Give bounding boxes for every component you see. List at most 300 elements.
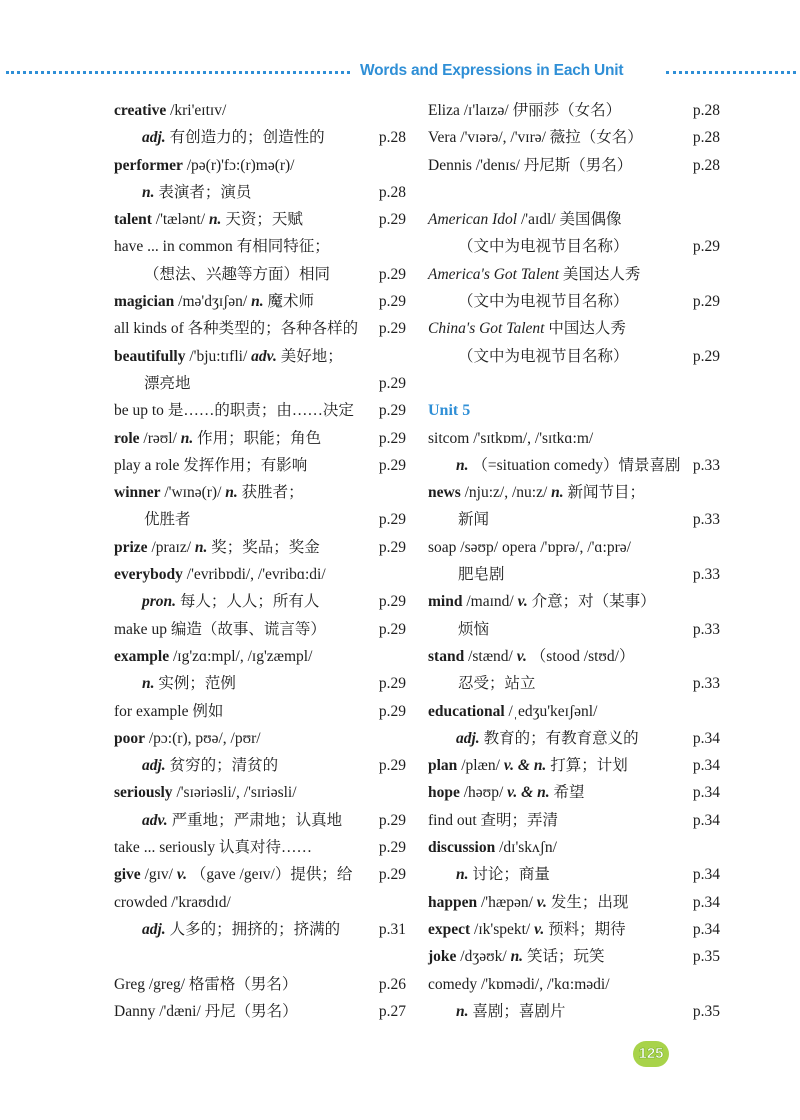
definition: 丹尼斯（男名）: [523, 156, 633, 174]
part-of-speech: adj.: [456, 729, 480, 747]
definition: 新闻: [458, 511, 490, 529]
part-of-speech: n.: [180, 429, 194, 447]
part-of-speech: n.: [194, 538, 208, 556]
definition: 各种类型的；各种各样的: [187, 320, 359, 338]
line-text: [142, 807, 342, 834]
line-text: [428, 971, 610, 998]
page-reference: p.35: [692, 1002, 720, 1020]
line-text: [114, 616, 326, 643]
part-of-speech: n.: [225, 484, 238, 502]
spacer: [428, 370, 720, 397]
page-reference: p.28: [692, 156, 720, 174]
phonetic: /'aɪdl/: [520, 211, 556, 229]
definition: （gave /geɪv/）提供；给: [190, 866, 353, 884]
phonetic: /kri'eɪtɪv/: [170, 102, 227, 119]
vocab-line: [114, 752, 406, 779]
vocab-line: [114, 670, 406, 697]
page-reference: p.29: [378, 675, 406, 693]
vocab-line: [428, 206, 720, 233]
headword: creative: [114, 102, 167, 119]
line-text: [428, 534, 631, 561]
headword: Vera: [428, 129, 457, 147]
part-of-speech: v.: [536, 893, 547, 911]
definition: 预料；期待: [548, 920, 626, 938]
vocab-line: [114, 534, 406, 561]
line-text: [144, 370, 191, 397]
vocab-line: [428, 834, 720, 861]
line-text: [428, 261, 640, 288]
vocab-line: [428, 343, 720, 370]
vocab-line: [428, 261, 720, 288]
vocab-line: [428, 943, 720, 970]
line-text: [114, 834, 312, 861]
phonetic: /'evribɒdi/, /'evribɑ:di/: [186, 566, 326, 584]
definition: 喜剧；喜剧片: [472, 1002, 566, 1020]
headword: plan: [428, 757, 458, 775]
page-reference: p.29: [378, 839, 406, 857]
line-text: [114, 998, 298, 1025]
line-text: [428, 643, 634, 670]
vocab-line: [114, 861, 406, 888]
line-text: [428, 588, 656, 615]
part-of-speech: v. & n.: [507, 784, 550, 802]
part-of-speech: adj.: [142, 920, 166, 938]
line-text: [428, 152, 632, 179]
page-header: [0, 58, 800, 86]
definition: 是……的职责；由……决定: [167, 402, 354, 420]
line-text: [428, 206, 622, 233]
vocab-line: [114, 916, 406, 943]
vocab-line: [428, 670, 720, 697]
line-text: [114, 561, 326, 588]
vocab-line: [428, 315, 720, 342]
headword: poor: [114, 729, 145, 747]
part-of-speech: n.: [142, 183, 155, 201]
phrase: take ... seriously: [114, 839, 216, 857]
page-reference: p.29: [378, 374, 406, 392]
vocab-line: [428, 479, 720, 506]
line-text: [458, 670, 536, 697]
line-text: [114, 698, 223, 725]
vocab-line: [428, 752, 720, 779]
page-number: 125: [638, 1045, 664, 1062]
headword: soap: [428, 538, 457, 556]
headword: winner: [114, 484, 161, 502]
definition: 作用；职能；角色: [197, 429, 322, 447]
part-of-speech: n.: [456, 456, 469, 474]
headword: beautifully: [114, 347, 186, 365]
definition: 人多的；拥挤的；挤满的: [169, 920, 341, 938]
definition: 格雷格（男名）: [188, 975, 298, 993]
line-text: [428, 807, 558, 834]
definition: 奖；奖品；奖金: [211, 538, 320, 556]
vocab-line: [114, 261, 406, 288]
vocab-line: [428, 152, 720, 179]
line-text: [142, 916, 340, 943]
page-reference: p.29: [378, 402, 406, 420]
part-of-speech: v. & n.: [503, 757, 547, 775]
definition: 编造（故事、谎言等）: [170, 620, 326, 638]
part-of-speech: n.: [208, 211, 222, 229]
page-reference: p.29: [378, 866, 406, 884]
phonetic: /greg/: [148, 975, 186, 993]
line-text: [142, 588, 319, 615]
right-column: [428, 97, 720, 1025]
definition: 严重地；严肃地；认真地: [171, 811, 343, 829]
line-text: [428, 315, 626, 342]
headword: comedy: [428, 975, 478, 993]
headword: crowded: [114, 893, 168, 911]
vocab-line: [428, 889, 720, 916]
headword: hope: [428, 784, 460, 802]
headword: talent: [114, 211, 152, 229]
vocab-line: [114, 152, 406, 179]
definition: 希望: [553, 784, 585, 802]
headword: discussion: [428, 839, 496, 857]
line-text: [114, 452, 307, 479]
part-of-speech: v.: [517, 593, 528, 611]
definition: 忍受；站立: [458, 675, 536, 693]
definition: （想法、兴趣等方面）相同: [144, 265, 331, 283]
headword: Greg: [114, 975, 145, 993]
line-text: [114, 152, 295, 179]
page-reference: p.33: [692, 566, 720, 584]
phonetic: /'hæpən/: [481, 893, 533, 911]
definition: （=situation comedy）情景喜剧: [472, 456, 681, 474]
definition: 有创造力的；创造性的: [169, 129, 325, 147]
part-of-speech: adv.: [251, 347, 277, 365]
line-text: [142, 124, 325, 151]
vocab-line: [114, 452, 406, 479]
phonetic: /'kraʊdɪd/: [171, 893, 231, 911]
page-reference: p.27: [378, 1002, 406, 1020]
phonetic: /'dæni/: [159, 1002, 201, 1020]
part-of-speech: n.: [551, 484, 564, 502]
line-text: [428, 124, 643, 151]
vocab-line: [428, 452, 720, 479]
part-of-speech: n.: [142, 675, 155, 693]
vocab-line: [428, 506, 720, 533]
headword: mind: [428, 593, 463, 611]
headword: sitcom: [428, 429, 470, 447]
line-text: [114, 534, 320, 561]
page-reference: p.29: [378, 811, 406, 829]
headword: Danny: [114, 1002, 156, 1020]
part-of-speech: n.: [456, 866, 469, 884]
vocab-line: [114, 998, 406, 1025]
phonetic: /'wɪnə(r)/: [164, 484, 222, 502]
definition: 贫穷的；清贫的: [169, 757, 279, 775]
line-text: [428, 479, 645, 506]
line-text: [114, 971, 297, 998]
definition: （stood /stʊd/）: [530, 647, 635, 665]
line-text: [458, 561, 505, 588]
vocab-line: [428, 124, 720, 151]
vocab-line: [114, 834, 406, 861]
page-reference: p.28: [378, 183, 406, 201]
definition: 美国达人秀: [562, 265, 641, 283]
page-reference: p.29: [378, 320, 406, 338]
phonetic: /'bju:tɪfli/: [189, 347, 248, 365]
definition: 表演者；演员: [158, 183, 252, 201]
vocab-line: [114, 643, 406, 670]
phonetic: /pə(r)'fɔ:(r)mə(r)/: [186, 156, 295, 174]
vocab-line: [114, 889, 406, 916]
definition: 中国达人秀: [548, 320, 626, 338]
line-text: [114, 206, 303, 233]
page-reference: p.28: [378, 129, 406, 147]
headword: stand: [428, 647, 465, 665]
page-reference: p.29: [692, 238, 720, 256]
part-of-speech: pron.: [142, 593, 177, 611]
unit-heading: Unit 5: [428, 402, 471, 420]
phrase: be up to: [114, 402, 164, 420]
page-reference: p.28: [692, 129, 720, 147]
vocab-line: [114, 616, 406, 643]
line-text: [456, 452, 680, 479]
line-text: [428, 834, 557, 861]
definition: 例如: [192, 702, 224, 720]
definition: 美好地；: [280, 347, 343, 365]
vocab-line: [428, 725, 720, 752]
definition: 美国偶像: [559, 211, 622, 229]
part-of-speech: v.: [176, 866, 188, 884]
line-text: [428, 779, 585, 806]
part-of-speech: n.: [456, 1002, 469, 1020]
phrase: make up: [114, 620, 167, 638]
definition: 笑话；玩笑: [526, 948, 605, 966]
line-text: [428, 916, 626, 943]
vocab-line: [428, 807, 720, 834]
headword: seriously: [114, 784, 173, 802]
line-text: [142, 670, 236, 697]
line-text: [428, 97, 621, 124]
vocab-line: [114, 206, 406, 233]
definition: 介意；对（某事）: [531, 593, 656, 611]
show-title: America's Got Talent: [428, 265, 560, 283]
page-reference: p.34: [692, 866, 720, 884]
phonetic: /həʊp/: [463, 784, 504, 802]
spacer: [114, 943, 406, 970]
vocab-line: [114, 779, 406, 806]
vocab-line: [428, 643, 720, 670]
vocab-line: [114, 479, 406, 506]
show-title: China's Got Talent: [428, 320, 545, 338]
vocab-line: [114, 233, 406, 260]
vocab-line: [114, 179, 406, 206]
header-dotted-rule-right: [666, 71, 796, 74]
phonetic: /gɪv/: [144, 866, 173, 884]
phonetic: /ɪ'laɪzə/: [463, 102, 509, 119]
page-reference: p.29: [378, 293, 406, 311]
definition: 每人；人人；所有人: [179, 593, 320, 611]
page-reference: p.34: [692, 811, 720, 829]
line-text: [428, 752, 628, 779]
line-text: [114, 725, 261, 752]
phrase: play a role: [114, 456, 180, 474]
line-text: [114, 288, 314, 315]
phonetic: /pɔ:(r), pʊə/, /pʊr/: [148, 729, 261, 747]
page-reference: p.29: [378, 538, 406, 556]
headword: joke: [428, 948, 457, 966]
page-reference: p.33: [692, 620, 720, 638]
headword: example: [114, 647, 170, 665]
page-reference: p.34: [692, 784, 720, 802]
vocab-line: [114, 506, 406, 533]
page-number-badge: [633, 1041, 669, 1067]
definition: 发挥作用；有影响: [183, 456, 308, 474]
vocab-line: [428, 616, 720, 643]
page-reference: p.29: [378, 429, 406, 447]
headword: performer: [114, 156, 183, 174]
headword: give: [114, 866, 141, 884]
phonetic: /plæn/: [461, 757, 500, 775]
phonetic: /'tælənt/: [155, 211, 206, 229]
vocab-line: [114, 561, 406, 588]
part-of-speech: n.: [251, 293, 264, 311]
page-reference: p.29: [378, 265, 406, 283]
line-text: [144, 506, 191, 533]
vocab-line: [428, 971, 720, 998]
vocab-line: [428, 425, 720, 452]
vocab-line: [114, 725, 406, 752]
definition: 天资；天赋: [225, 211, 303, 229]
line-text: [142, 752, 278, 779]
page-reference: p.29: [378, 511, 406, 529]
vocab-line: [428, 561, 720, 588]
vocab-line: [428, 698, 720, 725]
phonetic: /ɪg'zɑ:mpl/, /ɪg'zæmpl/: [172, 647, 313, 665]
phrase: find out: [428, 811, 477, 829]
vocab-line: [428, 779, 720, 806]
page-reference: p.35: [692, 948, 720, 966]
line-text: [114, 861, 352, 888]
page-reference: p.29: [692, 293, 720, 311]
line-text: [114, 397, 354, 424]
vocab-line: [428, 534, 720, 561]
headword: prize: [114, 538, 148, 556]
vocab-line: [114, 315, 406, 342]
vocab-line: [428, 288, 720, 315]
line-text: [114, 97, 226, 124]
headword: everybody: [114, 566, 183, 584]
definition: 认真对待……: [219, 839, 313, 857]
definition: 获胜者；: [241, 484, 304, 502]
headword: expect: [428, 920, 471, 938]
vocab-line: [428, 998, 720, 1025]
page-reference: p.33: [692, 675, 720, 693]
definition: 发生；出现: [550, 893, 629, 911]
definition: 肥皂剧: [458, 566, 505, 584]
phonetic: /ˌedʒu'keɪʃənl/: [508, 702, 598, 720]
page-reference: p.29: [378, 211, 406, 229]
phonetic: /dɪ'skʌʃn/: [499, 839, 557, 857]
vocab-line: [114, 124, 406, 151]
vocab-line: [114, 97, 406, 124]
phonetic: /maɪnd/: [466, 593, 514, 611]
vocab-line: [114, 588, 406, 615]
line-text: [428, 889, 628, 916]
vocab-line: [114, 370, 406, 397]
definition: 优胜者: [144, 511, 191, 529]
line-text: [114, 479, 304, 506]
definition: （文中为电视节目名称）: [458, 347, 629, 365]
phonetic: /dʒəʊk/: [460, 948, 507, 966]
page-reference: p.34: [692, 893, 720, 911]
line-text: [114, 315, 358, 342]
line-text: [114, 643, 312, 670]
vocab-line: [428, 97, 720, 124]
headword: Eliza: [428, 102, 460, 119]
headword: happen: [428, 893, 478, 911]
line-text: [458, 233, 629, 260]
page-reference: p.29: [378, 593, 406, 611]
definition: 薇拉（女名）: [549, 129, 643, 147]
part-of-speech: adj.: [142, 129, 166, 147]
vocab-line: [114, 807, 406, 834]
phonetic: /'kɒmədi/, /'kɑ:mədi/: [480, 975, 610, 993]
line-text: [456, 861, 550, 888]
line-text: [114, 233, 330, 260]
phrase: for example: [114, 702, 189, 720]
phonetic: /'vɪərə/, /'vɪrə/: [460, 129, 546, 147]
vocab-line: [114, 971, 406, 998]
line-text: [142, 179, 251, 206]
part-of-speech: n.: [510, 948, 524, 966]
page-reference: p.26: [378, 975, 406, 993]
vocab-line: [428, 861, 720, 888]
page-reference: p.33: [692, 456, 720, 474]
page-reference: p.34: [692, 920, 720, 938]
definition: 烦恼: [458, 620, 490, 638]
left-column: [114, 97, 406, 1025]
spacer: [428, 179, 720, 206]
headword: news: [428, 484, 461, 502]
line-text: [458, 616, 489, 643]
part-of-speech: v.: [516, 647, 527, 665]
headword: educational: [428, 702, 505, 720]
line-text: [428, 425, 593, 452]
line-text: [456, 725, 639, 752]
part-of-speech: v.: [534, 920, 545, 938]
line-text: [144, 261, 330, 288]
phonetic: /'sɪtkɒm/, /'sɪtkɑ:m/: [473, 429, 594, 447]
definition: 讨论；商量: [472, 866, 550, 884]
phonetic: /səʊp/ opera /'ɒprə/, /'ɑ:prə/: [460, 538, 631, 556]
page-reference: p.29: [378, 456, 406, 474]
line-text: [114, 425, 321, 452]
line-text: [114, 343, 343, 370]
line-text: [428, 943, 604, 970]
definition: 教育的；有教育意义的: [483, 729, 639, 747]
definition: 伊丽莎（女名）: [512, 102, 622, 119]
definition: 查明；弄清: [480, 811, 559, 829]
line-text: [458, 506, 489, 533]
page-reference: p.31: [378, 920, 406, 938]
definition: 有相同特征；: [236, 238, 330, 256]
phrase: have ... in common: [114, 238, 233, 256]
vocab-line: [114, 425, 406, 452]
line-text: [458, 343, 629, 370]
phrase: all kinds of: [114, 320, 184, 338]
vocab-line: [428, 916, 720, 943]
page-reference: p.34: [692, 729, 720, 747]
phonetic: /'denɪs/: [475, 156, 520, 174]
definition: 丹尼（男名）: [204, 1002, 298, 1020]
vocab-line: [114, 288, 406, 315]
page-reference: p.29: [378, 702, 406, 720]
vocab-line: [114, 397, 406, 424]
